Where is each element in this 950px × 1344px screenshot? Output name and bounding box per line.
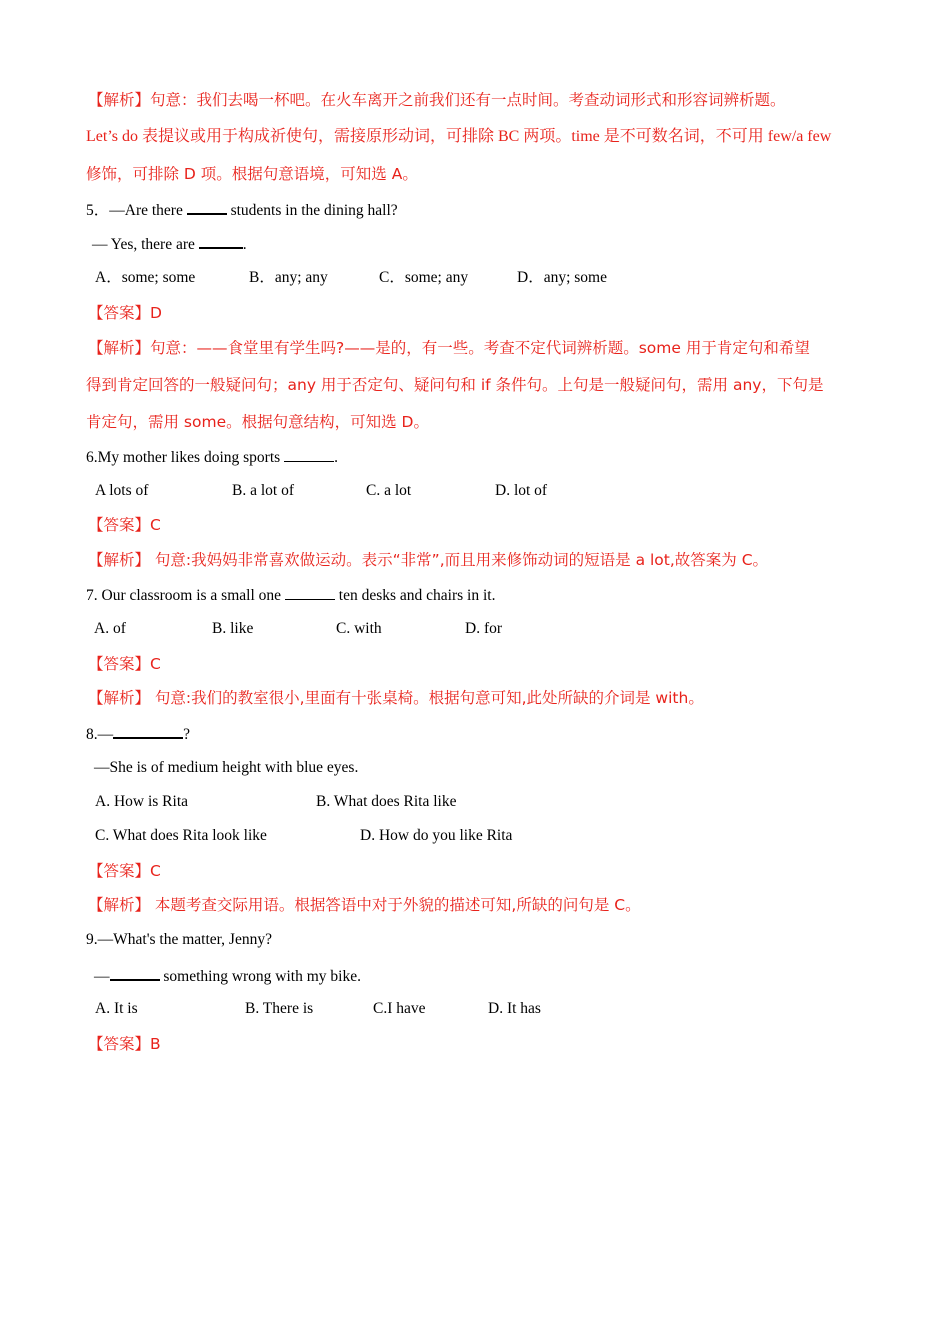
q6-blank[interactable] — [284, 447, 334, 462]
q9-option-a[interactable]: A. It is — [95, 1000, 138, 1017]
q8-blank[interactable] — [113, 723, 183, 739]
q6-analysis: 【解析】 句意:我妈妈非常喜欢做运动。表示“非常”,而且用来修饰动词的短语是 a lot,故答案为 C。 — [88, 551, 769, 569]
q9-reply — [94, 965, 361, 987]
q6-stem-start: 6.My mother likes doing sports — [86, 449, 285, 466]
q5-blank-1[interactable] — [187, 199, 227, 215]
q9-blank[interactable] — [110, 965, 160, 981]
q7-option-b[interactable]: B. like — [212, 620, 254, 637]
q8-answer: 【答案】C — [88, 862, 161, 880]
q8-option-d[interactable]: D. How do you like Rita — [360, 827, 513, 844]
q5-reply — [92, 233, 247, 255]
q7-stem-start: 7. Our classroom is a small one — [86, 587, 285, 604]
q9-option-c[interactable]: C.I have — [373, 1000, 426, 1017]
q6-option-b[interactable]: B. a lot of — [232, 482, 294, 499]
q7-blank[interactable] — [285, 585, 335, 600]
q5-reply-start: — Yes, there are — [92, 236, 199, 253]
q5-stem-end: students in the dining hall? — [226, 202, 398, 219]
q7-stem — [86, 585, 495, 606]
q6-stem-end: . — [334, 449, 338, 466]
q9-option-b[interactable]: B. There is — [245, 1000, 314, 1017]
q4-analysis-line-2: Let’s do 表提议或用于构成祈使句，需接原形动词，可排除 BC 两项。time 是不可数名词，不可用 few/a few — [86, 128, 832, 145]
q5-reply-end: . — [242, 236, 247, 253]
q5-stem-start: 5．—Are there — [86, 202, 187, 219]
q5-option-b[interactable]: B．any; any — [249, 269, 328, 286]
q8-analysis: 【解析】 本题考查交际用语。根据答语中对于外貌的描述可知,所缺的问句是 C。 — [88, 896, 641, 914]
q7-answer: 【答案】C — [88, 655, 161, 673]
q8-option-a[interactable]: A. How is Rita — [95, 793, 188, 810]
q6-option-d[interactable]: D. lot of — [495, 482, 548, 499]
q9-option-d[interactable]: D. It has — [488, 1000, 541, 1017]
q5-option-a[interactable]: A．some; some — [95, 269, 196, 286]
q6-option-c[interactable]: C. a lot — [366, 482, 412, 499]
q9-answer: 【答案】B — [88, 1035, 161, 1053]
q5-analysis-line-3: 肯定句，需用 some。根据句意结构，可知选 D。 — [86, 413, 429, 431]
q7-option-d[interactable]: D. for — [465, 620, 503, 637]
q5-analysis-line-1: 【解析】句意：——食堂里有学生吗?——是的，有一些。考查不定代词辨析题。some 用于肯定句和希望 — [88, 339, 810, 357]
q6-option-a[interactable]: A lots of — [95, 482, 149, 499]
q7-option-a[interactable]: A. of — [94, 620, 126, 637]
q8-reply: —She is of medium height with blue eyes. — [94, 759, 359, 776]
q5-answer: 【答案】D — [88, 304, 162, 322]
q5-analysis-line-2: 得到肯定回答的一般疑问句；any 用于否定句、疑问句和 if 条件句。上句是一般疑问句，需用 any，下句是 — [86, 376, 824, 394]
q5-option-c[interactable]: C．some; any — [379, 269, 469, 286]
q7-option-c[interactable]: C. with — [336, 620, 382, 637]
q9-stem: 9.—What's the matter, Jenny? — [86, 931, 272, 948]
q5-option-d[interactable]: D．any; some — [517, 269, 607, 286]
q5-stem — [86, 199, 398, 221]
q6-stem — [86, 447, 338, 468]
q5-blank-2[interactable] — [199, 233, 243, 249]
q8-stem-end: ? — [183, 726, 191, 743]
q9-reply-start: — — [94, 968, 110, 985]
q4-analysis-line-1: 【解析】句意：我们去喝一杯吧。在火车离开之前我们还有一点时间。考查动词形式和形容词辨析题。 — [88, 91, 786, 109]
q6-answer: 【答案】C — [88, 516, 161, 534]
q4-analysis-line-3: 修饰，可排除 D 项。根据句意语境，可知选 A。 — [86, 165, 418, 183]
q8-stem — [86, 723, 190, 745]
q7-stem-end: ten desks and chairs in it. — [334, 587, 496, 604]
q9-reply-end: something wrong with my bike. — [159, 968, 361, 985]
q8-option-c[interactable]: C. What does Rita look like — [95, 827, 267, 844]
q8-stem-start: 8.— — [86, 726, 114, 743]
q8-option-b[interactable]: B. What does Rita like — [316, 793, 457, 810]
q7-analysis: 【解析】 句意:我们的教室很小,里面有十张桌椅。根据句意可知,此处所缺的介词是 with。 — [88, 689, 704, 707]
